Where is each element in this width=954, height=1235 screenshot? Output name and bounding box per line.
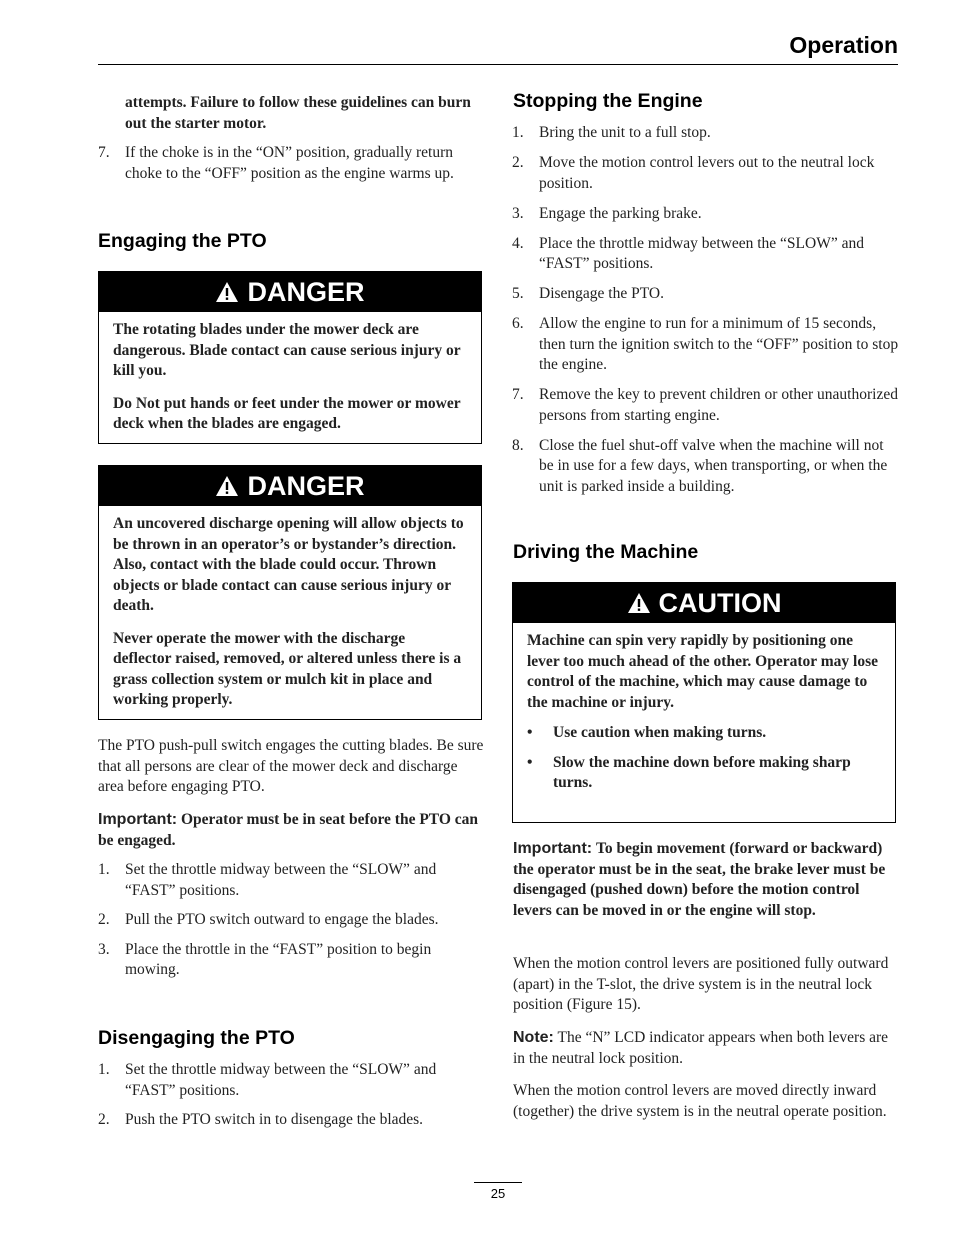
list-item: 3. Engage the parking brake. bbox=[512, 204, 702, 222]
disengaging-pto-heading: Disengaging the PTO bbox=[98, 1027, 295, 1049]
important-note: Important: To begin movement (forward or backward) the operator must be in the seat, the brake lever must be disengaged (pushed down) before the motion control levers can be moved in or the engine will stop. bbox=[513, 840, 886, 919]
engaging-pto-heading: Engaging the PTO bbox=[98, 230, 267, 252]
caution-box bbox=[512, 582, 896, 823]
list-item: 2. Push the PTO switch in to disengage the blades. bbox=[98, 1111, 424, 1128]
section-title: Operation bbox=[789, 32, 898, 58]
list-item: 5. Disengage the PTO. bbox=[512, 285, 664, 302]
caution-bullet: • Slow the machine down before making sharp turns. bbox=[527, 753, 851, 791]
list-item: 1. Set the throttle midway between the “SLOW” and “FAST” positions. bbox=[98, 861, 437, 899]
list-item: 3. Place the throttle in the “FAST” position to begin mowing. bbox=[98, 940, 432, 978]
caution-bullet: • Use caution when making turns. bbox=[527, 724, 767, 741]
danger-text: Do Not put hands or feet under the mower or mower deck when the blades are engaged. bbox=[113, 394, 461, 432]
list-item: 7. Remove the key to prevent children or other unauthorized persons from starting engine. bbox=[512, 386, 898, 424]
caution-header: CAUTION bbox=[513, 583, 895, 623]
neutral-operate-paragraph: When the motion control levers are moved directly inward (together) the drive system is in the neutral operate position. bbox=[513, 1082, 887, 1120]
danger-box-blades bbox=[98, 271, 482, 444]
warning-triangle-icon bbox=[215, 281, 239, 303]
list-item: 1. Set the throttle midway between the “SLOW” and “FAST” positions. bbox=[98, 1061, 437, 1099]
danger-header: DANGER bbox=[99, 466, 481, 506]
neutral-lock-paragraph: When the motion control levers are positioned fully outward (apart) in the T-slot, the drive system is in the neutral lock position (Figure 15). bbox=[513, 955, 889, 1013]
footer-rule bbox=[474, 1182, 522, 1183]
danger-header: DANGER bbox=[99, 272, 481, 312]
important-note: Important: Operator must be in seat before the PTO can be engaged. bbox=[98, 811, 479, 849]
page-number: 25 bbox=[490, 1186, 506, 1201]
danger-text: An uncovered discharge opening will allow objects to be thrown in an operator’s or bystander’s direction. Also, contact with the blade could occur. Thrown objects or blade contact can cause serious injury or death. bbox=[113, 515, 464, 614]
stop-steps-list bbox=[512, 123, 900, 497]
danger-box-discharge bbox=[98, 465, 482, 720]
list-item: 1. Bring the unit to a full stop. bbox=[512, 124, 711, 141]
list-item: 2. Move the motion control levers out to the neutral lock position. bbox=[512, 154, 875, 192]
list-item: 7. If the choke is in the “ON” position, gradually return choke to the “OFF” position as the engine warms up. bbox=[98, 144, 454, 182]
list-item: 2. Pull the PTO switch outward to engage the blades. bbox=[98, 911, 439, 928]
list-item: 6. Allow the engine to run for a minimum of 15 seconds, then turn the ignition switch to the “OFF” position to stop the engine. bbox=[512, 315, 899, 373]
list-item: 4. Place the throttle midway between the “SLOW” and “FAST” positions. bbox=[512, 234, 864, 272]
header-rule bbox=[98, 64, 898, 65]
danger-text: Never operate the mower with the discharge deflector raised, removed, or altered unless there is a grass collection system or mulch kit in place and working properly. bbox=[113, 629, 462, 708]
list-item: 8. Close the fuel shut-off valve when the machine will not be in use for a few days, when transporting, or when the unit is parked inside a building. bbox=[512, 436, 888, 495]
caution-text: Machine can spin very rapidly by positioning one lever too much ahead of the other. Operator may lose control of the machine, which may cause damage to the machine or injury. bbox=[527, 632, 878, 711]
warning-triangle-icon bbox=[215, 475, 239, 497]
warning-triangle-icon bbox=[627, 592, 651, 614]
driving-machine-heading: Driving the Machine bbox=[513, 541, 699, 563]
note: Note: The “N” LCD indicator appears when both levers are in the neutral lock position. bbox=[513, 1029, 889, 1067]
pto-paragraph: The PTO push-pull switch engages the cutting blades. Be sure that all persons are clear of the mower deck and discharge area before engaging PTO. bbox=[98, 737, 484, 795]
starter-warning-text: attempts. Failure to follow these guidelines can burn out the starter motor. bbox=[125, 94, 471, 132]
engage-steps-list bbox=[98, 860, 484, 981]
stopping-engine-heading: Stopping the Engine bbox=[513, 90, 703, 112]
disengage-steps-list bbox=[98, 1060, 484, 1131]
danger-text: The rotating blades under the mower deck are dangerous. Blade contact can cause serious injury or kill you. bbox=[113, 321, 461, 379]
